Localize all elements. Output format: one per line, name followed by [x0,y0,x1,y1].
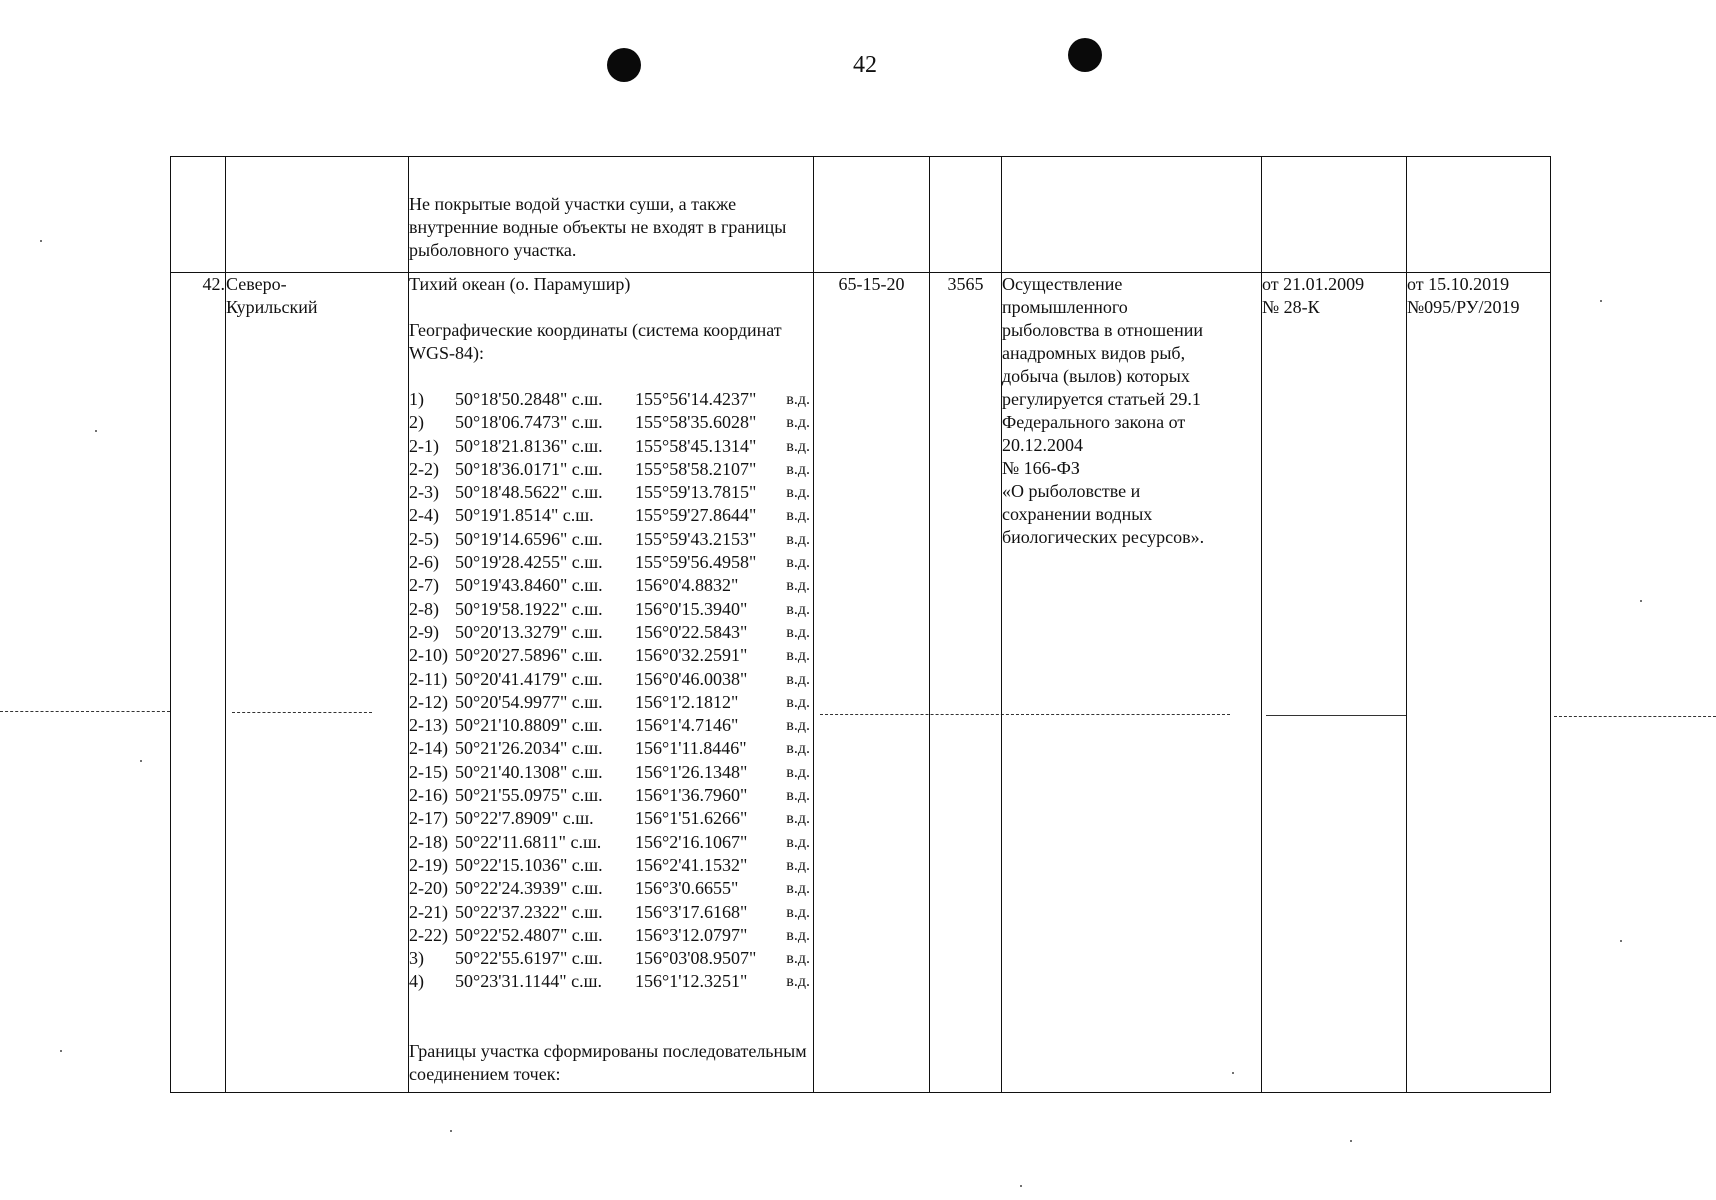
coordinate-unit: в.д. [786,717,810,735]
coordinate-index: 2) [409,412,424,433]
coordinate-index: 2-22) [409,924,448,945]
latitude-unit: с.ш. [571,901,603,922]
cell-entry-number: 42. [171,273,226,1093]
coordinate-row [409,924,813,947]
coordinate-index: 2-14) [409,738,448,759]
coordinate-row [409,970,813,993]
latitude-unit: с.ш. [571,948,603,969]
coordinate-row [409,574,813,597]
fold-line-left [0,711,170,712]
coordinate-latitude [455,877,635,900]
coordinate-longitude: 156°3'12.0797" [635,924,748,945]
coordinate-row [409,737,813,760]
boundary-note: Границы участка сформированы последовательным соединением точек: [409,1040,807,1084]
coordinate-latitude [455,598,635,621]
latitude-unit: с.ш. [570,831,602,852]
coordinate-latitude [455,901,635,924]
coordinate-unit: в.д. [786,693,810,711]
decision-number: № 28-К [1262,297,1320,317]
scan-speck [1600,300,1602,302]
coordinate-longitude: 156°2'41.1532" [635,854,748,875]
coordinate-longitude: 155°59'27.8644" [635,505,757,526]
coordinate-latitude [455,761,635,784]
latitude-unit: с.ш. [571,715,603,736]
purpose-line: сохранении водных [1002,504,1153,524]
cell-area-empty [930,157,1002,273]
coordinate-row [409,621,813,644]
purpose-line: промышленного [1002,297,1128,317]
coordinate-unit: в.д. [786,880,810,898]
purpose-line: добыча (вылов) которых [1002,366,1190,386]
page-number: 42 [853,52,877,78]
coordinate-row [409,784,813,807]
coordinate-index: 2-13) [409,715,448,736]
cell-agreement-empty [1407,157,1551,273]
coordinate-unit: в.д. [786,833,810,851]
coordinate-row [409,435,813,458]
latitude-value: 50°18'50.2848" [455,389,568,409]
cell-purpose [1002,273,1262,1093]
scan-speck [95,430,97,432]
coordinate-unit: в.д. [786,460,810,478]
coordinate-longitude: 156°1'12.3251" [635,971,748,992]
coordinate-unit: в.д. [786,973,810,991]
coordinate-index: 1) [409,389,424,409]
latitude-unit: с.ш. [571,435,603,456]
coords-heading: Географические координаты (система координат WGS-84): [409,320,782,363]
latitude-value: 50°20'27.5896" [455,645,568,666]
coordinate-index: 2-2) [409,458,439,479]
coordinate-latitude [455,737,635,760]
coordinate-unit: в.д. [786,950,810,968]
coordinate-longitude: 155°58'35.6028" [635,412,757,433]
coordinate-longitude: 155°58'45.1314" [635,435,757,456]
coordinate-unit: в.д. [786,414,810,432]
coordinate-unit: в.д. [786,484,810,502]
coordinate-unit: в.д. [786,740,810,758]
latitude-value: 50°21'40.1308" [455,761,568,782]
scan-speck [140,760,142,762]
latitude-unit: с.ш. [571,668,603,689]
coordinate-index: 2-15) [409,761,448,782]
coordinate-latitude [455,621,635,644]
fold-line-right [1554,716,1716,717]
scan-speck [1640,600,1642,602]
coordinate-unit: в.д. [786,577,810,595]
coordinate-index: 2-11) [409,668,448,689]
cell-code: 65-15-20 [814,273,930,1093]
coordinates-list [409,388,813,994]
coordinate-row [409,831,813,854]
coordinate-index: 2-8) [409,598,439,619]
latitude-unit: с.ш. [571,924,603,945]
coordinate-longitude: 156°0'15.3940" [635,598,748,619]
latitude-unit: с.ш. [571,738,603,759]
coordinate-longitude: 156°3'0.6655" [635,878,739,899]
coordinate-row [409,644,813,667]
coordinate-index: 2-4) [409,505,439,526]
coordinate-latitude [455,481,635,504]
latitude-unit: с.ш. [571,878,603,899]
scan-speck [40,240,42,242]
coordinate-longitude: 156°1'2.1812" [635,691,739,712]
coordinate-index: 2-19) [409,854,448,875]
coordinate-index: 2-16) [409,785,448,806]
coordinate-index: 2-17) [409,808,448,829]
coordinate-longitude: 156°0'46.0038" [635,668,748,689]
coordinate-index: 2-9) [409,621,439,642]
scan-speck [1620,940,1622,942]
coordinate-unit: в.д. [786,903,810,921]
coordinate-latitude [455,970,635,993]
cell-decision [1262,273,1407,1093]
latitude-unit: с.ш. [571,552,603,573]
latitude-value: 50°19'1.8514" [455,505,559,526]
scan-speck [1350,1140,1352,1142]
purpose-line: анадромных видов рыб, [1002,343,1186,363]
coordinate-longitude: 155°59'56.4958" [635,552,757,573]
latitude-unit: с.ш. [571,621,603,642]
cell-boundaries [409,273,814,1093]
latitude-unit: с.ш. [571,785,603,806]
coordinate-latitude [455,854,635,877]
coordinate-index: 2-18) [409,831,448,852]
coordinate-index: 2-5) [409,528,439,549]
latitude-value: 50°22'11.6811" [455,831,566,852]
coordinate-row [409,761,813,784]
coordinate-unit: в.д. [786,787,810,805]
decision-date: от 21.01.2009 [1262,274,1365,294]
punch-hole-right [1068,38,1102,72]
latitude-unit: с.ш. [571,598,603,619]
coordinate-latitude [455,714,635,737]
latitude-value: 50°20'13.3279" [455,621,568,642]
latitude-unit: с.ш. [562,808,594,829]
coordinate-longitude: 155°59'43.2153" [635,528,757,549]
coordinate-latitude [455,784,635,807]
purpose-line: биологических ресурсов». [1002,527,1205,547]
coordinate-unit: в.д. [786,670,810,688]
table-row-continuation [171,157,1551,273]
latitude-value: 50°22'37.2322" [455,901,568,922]
coordinate-latitude [455,668,635,691]
coordinate-row [409,854,813,877]
coordinate-index: 2-10) [409,645,448,666]
coordinate-longitude: 156°1'51.6266" [635,808,748,829]
coordinate-longitude: 156°1'36.7960" [635,785,748,806]
latitude-unit: с.ш. [571,528,603,549]
latitude-value: 50°22'15.1036" [455,854,568,875]
agreement-date: от 15.10.2019 [1407,274,1510,294]
coordinate-unit: в.д. [786,507,810,525]
coordinate-latitude [455,504,635,527]
cell-decision-empty [1262,157,1407,273]
latitude-unit: с.ш. [571,458,603,479]
latitude-unit: с.ш. [571,389,603,409]
coordinate-latitude [455,807,635,830]
coordinate-row [409,714,813,737]
scan-speck [1020,1185,1022,1187]
coordinate-unit: в.д. [786,554,810,572]
purpose-line: рыболовства в отношении [1002,320,1204,340]
latitude-value: 50°19'28.4255" [455,552,568,573]
agreement-number: №095/РУ/2019 [1407,297,1520,317]
coordinate-row [409,551,813,574]
coordinate-latitude [455,574,635,597]
coordinate-row [409,458,813,481]
coordinate-index: 2-1) [409,435,439,456]
latitude-value: 50°18'36.0171" [455,458,568,479]
latitude-unit: с.ш. [571,971,602,992]
coordinate-index: 2-6) [409,552,439,573]
scan-speck [450,1130,452,1132]
coordinate-row [409,877,813,900]
coordinate-longitude: 156°1'11.8446" [635,738,747,759]
coordinate-latitude [455,691,635,714]
coordinate-row [409,691,813,714]
location: Тихий океан (о. Парамушир) [409,274,631,294]
latitude-value: 50°18'06.7473" [455,412,568,433]
latitude-value: 50°20'54.9977" [455,691,568,712]
latitude-unit: с.ш. [571,645,603,666]
coordinate-latitude [455,831,635,854]
coordinate-index: 2-3) [409,482,439,503]
cell-area-value: 3565 [930,273,1002,1093]
coordinate-latitude [455,458,635,481]
coordinate-longitude: 156°0'22.5843" [635,621,748,642]
coordinate-unit: в.д. [786,391,810,408]
purpose-line: регулируется статьей 29.1 [1002,389,1201,409]
cell-boundaries-continuation [409,157,814,273]
cell-agreement [1407,273,1551,1093]
coordinate-latitude [455,644,635,667]
coordinate-longitude: 156°1'26.1348" [635,761,748,782]
coordinate-index: 2-7) [409,575,439,596]
cell-number-empty [171,157,226,273]
latitude-unit: с.ш. [571,575,603,596]
latitude-unit: с.ш. [571,482,603,503]
coordinate-longitude: 156°3'17.6168" [635,901,748,922]
coordinate-unit: в.д. [786,856,810,874]
coordinate-longitude: 155°59'13.7815" [635,482,757,503]
latitude-value: 50°19'58.1922" [455,598,568,619]
latitude-value: 50°20'41.4179" [455,668,568,689]
latitude-value: 50°18'48.5622" [455,482,568,503]
purpose-line: 20.12.2004 [1002,435,1083,455]
coordinate-index: 2-21) [409,901,448,922]
coordinate-unit: в.д. [786,810,810,828]
coordinate-latitude [455,528,635,551]
coordinate-unit: в.д. [786,926,810,944]
coordinate-row [409,504,813,527]
latitude-value: 50°21'55.0975" [455,785,568,806]
coordinate-row [409,947,813,970]
table-row-entry [171,273,1551,1093]
coordinate-longitude: 156°1'4.7146" [635,715,739,736]
coordinate-unit: в.д. [786,623,810,641]
continuation-note: Не покрытые водой участки суши, а также внутренние водные объекты не входят в границы рыболовного участка. [409,194,787,260]
purpose-line: № 166-ФЗ [1002,458,1080,478]
coordinate-longitude: 155°58'58.2107" [635,458,757,479]
coordinate-row [409,807,813,830]
coordinate-longitude: 156°0'32.2591" [635,645,748,666]
latitude-value: 50°21'10.8809" [455,715,568,736]
purpose-line: Осуществление [1002,274,1123,294]
coordinate-unit: в.д. [786,437,810,455]
cell-area-name [226,273,409,1093]
coordinate-latitude [455,924,635,947]
scan-speck [60,1050,62,1052]
coordinate-longitude: 155°56'14.4237" [635,389,757,409]
coordinate-unit: в.д. [786,600,810,618]
latitude-value: 50°19'43.8460" [455,575,568,596]
latitude-value: 50°18'21.8136" [455,435,568,456]
coordinate-index: 2-20) [409,878,448,899]
coordinate-unit: в.д. [786,763,810,781]
latitude-value: 50°21'26.2034" [455,738,568,759]
cell-name-empty [226,157,409,273]
coordinate-row [409,481,813,504]
coordinate-latitude [455,411,635,434]
coordinate-latitude [455,388,635,411]
purpose-text [1002,273,1261,549]
coordinate-longitude: 156°2'16.1067" [635,831,748,852]
coordinate-row [409,901,813,924]
coordinate-row [409,388,813,411]
coordinate-unit: в.д. [786,647,810,665]
coordinate-index: 2-12) [409,691,448,712]
coordinate-row [409,411,813,434]
latitude-value: 50°22'55.6197" [455,948,568,969]
latitude-unit: с.ш. [562,505,594,526]
coordinate-latitude [455,947,635,970]
cell-purpose-empty [1002,157,1262,273]
coordinate-longitude: 156°03'08.9507" [635,948,757,969]
coordinate-longitude: 156°0'4.8832" [635,575,739,596]
cell-code-empty [814,157,930,273]
latitude-unit: с.ш. [571,691,603,712]
latitude-value: 50°22'52.4807" [455,924,568,945]
purpose-line: «О рыболовстве и [1002,481,1141,501]
coordinate-latitude [455,551,635,574]
latitude-unit: с.ш. [571,412,603,433]
coordinate-index: 3) [409,948,424,969]
latitude-unit: с.ш. [571,854,603,875]
fishing-areas-table [170,156,1551,1093]
coordinate-row [409,668,813,691]
latitude-value: 50°19'14.6596" [455,528,568,549]
coordinate-row [409,598,813,621]
coordinate-latitude [455,435,635,458]
coordinate-unit: в.д. [786,530,810,548]
latitude-unit: с.ш. [571,761,603,782]
punch-hole-left [607,48,641,82]
latitude-value: 50°22'7.8909" [455,808,559,829]
latitude-value: 50°23'31.1144" [455,971,567,992]
coordinate-row [409,528,813,551]
purpose-line: Федерального закона от [1002,412,1186,432]
area-name: Северо-Курильский [226,274,318,317]
latitude-value: 50°22'24.3939" [455,878,568,899]
coordinate-index: 4) [409,971,424,992]
